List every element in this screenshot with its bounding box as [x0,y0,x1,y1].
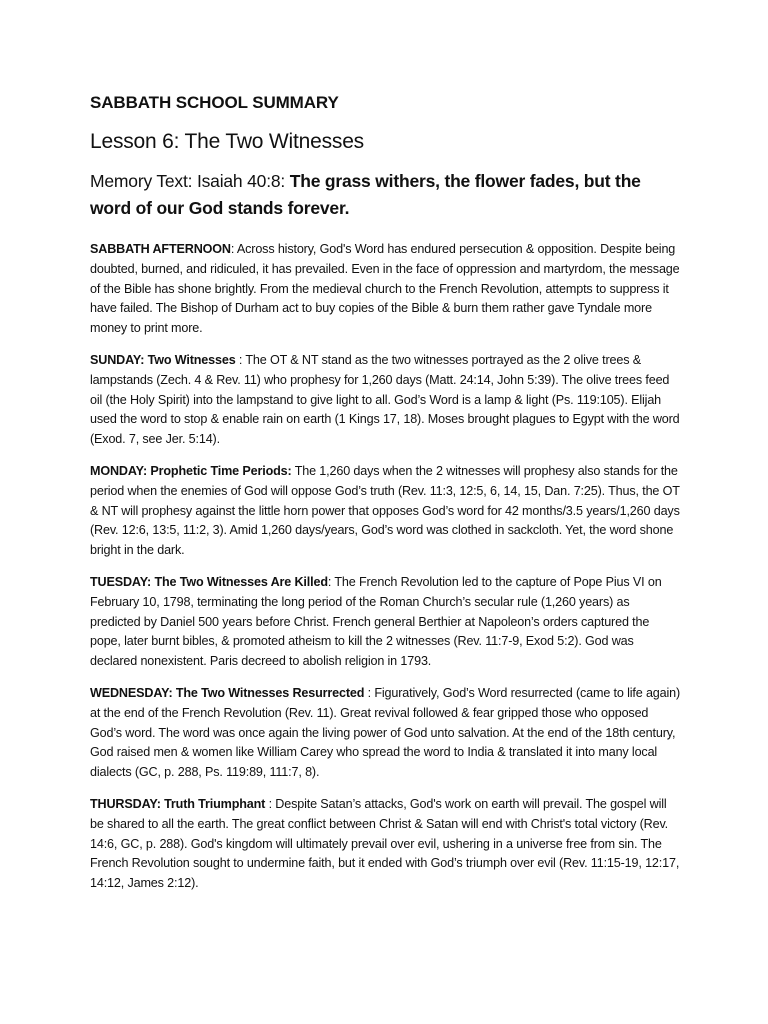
section-body: Across history, God's Word has endured persecution & opposition. Despite being doubted, burned, and ridiculed, it has prevailed. Even in the face of oppression and martyrdom, the message of the Bible has shone brightly. From the medieval church to the French Revolution, attempts to suppress it have failed. The Bishop of Durham act to buy copies of the Bible & burn them rather gave Tyndale more money to print more. [90,242,680,336]
section-sabbath-afternoon [90,240,682,339]
document-heading: SABBATH SCHOOL SUMMARY [90,93,339,112]
section-topic: : Two Witnesses [140,352,236,367]
section-body: The French Revolution led to the capture of Pope Pius VI on February 10, 1798, terminating the long period of the Roman Church’s secular rule (1,260 years) as predicted by Daniel 500 years before Christ. French general Berthier at Napoleon’s orders captured the pope, later burnt bibles, & promoted atheism to kill the 2 witnesses (Rev. 11:7-9, Exod 5:2). God was declared nonexistent. Paris decreed to abolish religion in 1793. [90,574,662,669]
section-topic: : Prophetic Time Periods: [142,463,292,478]
memory-text [90,168,682,222]
section-body: Despite Satan’s attacks, God's work on earth will prevail. The gospel will be shared to all the earth. The great conflict between Christ & Satan will end with Christ's total victory (Rev. 14:6, GC, p. 288). God's kingdom will ultimately prevail over evil, ushering in a universe free from sin. The French Revolution sought to undermine faith, but it ended with God’s triumph over evil (Rev. 11:15-19, 12:17, 14:12, James 2:12). [90,796,680,891]
section-wednesday [90,684,682,783]
section-day: SUNDAY [90,352,141,367]
section-day: MONDAY [90,463,143,478]
section-body: Figuratively, God’s Word resurrected (came to life again) at the end of the French Revolution (Rev. 11). Great revival followed & fear gripped those who opposed God’s word. The word was once again the living power of God unto salvation. At the end of the 18th century, God raised men & women like William Carey who spread the word to India & translated it into many local dialects (GC, p. 288, Ps. 119:89, 111:7, 8). [90,685,681,780]
section-separator: : [327,574,335,589]
section-topic: : The Two Witnesses Are Killed [147,574,328,589]
section-topic: : Truth Triumphant [156,796,266,811]
section-day: THURSDAY [90,796,157,811]
memory-text-label: Memory Text: Isaiah 40:8: [90,171,290,191]
section-monday [90,462,682,561]
section-separator: : [235,352,246,367]
section-body: The 1,260 days when the 2 witnesses will prophesy also stands for the period when the enemies of God will oppose God’s truth (Rev. 11:3, 12:5, 6, 14, 15, Dan. 7:25). Thus, the OT & NT will prophesy against the little horn power that opposes God’s word for 42 months/3.5 years/1,260 days (Rev. 12:6, 13:5, 11:2, 3). Amid 1,260 days/years, God’s word was clothed in sackcloth. Yet, the word shone bright in the dark. [90,463,680,558]
document-page [90,93,682,906]
section-body: The OT & NT stand as the two witnesses portrayed as the 2 olive trees & lampstands (Zech. 4 & Rev. 11) who prophesy for 1,260 days (Matt. 24:14, John 5:39). The olive trees feed oil (the Holy Spirit) into the lampstand to give light to all. God’s Word is a lamp & light (Ps. 119:105). Elijah used the word to stop & enable rain on earth (1 Kings 17, 18). Moses brought plagues to Egypt with the word (Exod. 7, see Jer. 5:14). [90,352,680,447]
section-thursday [90,795,682,894]
section-separator: : [364,685,375,700]
section-day: WEDNESDAY [90,685,169,700]
lesson-title: Lesson 6: The Two Witnesses [90,130,364,153]
section-day: TUESDAY [90,574,148,589]
section-topic: : The Two Witnesses Resurrected [168,685,365,700]
section-separator: : [265,796,276,811]
section-tuesday [90,573,682,672]
section-sunday [90,351,682,450]
memory-text-verse: The grass withers, the flower fades, but the word of our God stands forever. [90,171,641,218]
section-day: SABBATH AFTERNOON [90,242,231,256]
section-separator: : [230,242,237,256]
